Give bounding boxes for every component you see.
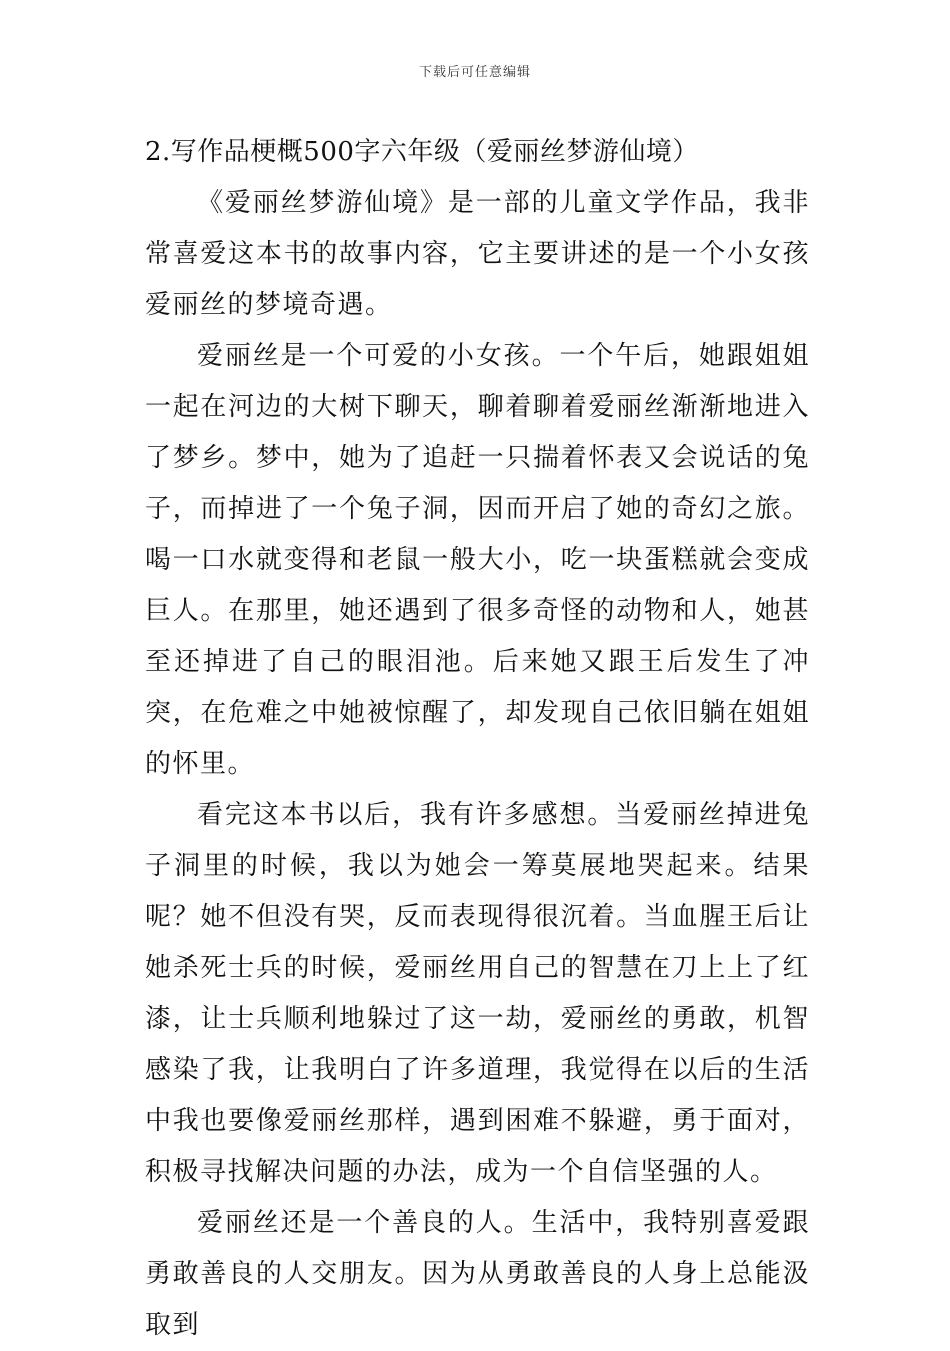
document-heading: 2.写作品梗概500字六年级（爱丽丝梦游仙境）	[145, 137, 699, 167]
document-body	[145, 127, 810, 1351]
page-header: 下载后可任意编辑	[418, 65, 531, 80]
paragraph-reflection: 看完这本书以后，我有许多感想。当爱丽丝掉进兔子洞里的时候，我以为她会一筹莫展地哭起来。结果呢？她不但没有哭，反而表现得很沉着。当血腥王后让她杀死士兵的时候，爱丽丝用自己的智慧在刀上上了红漆，让士兵顺利地躲过了这一劫，爱丽丝的勇敢，机智感染了我，让我明白了许多道理，我觉得在以后的生活中我也要像爱丽丝那样，遇到困难不躲避，勇于面对，积极寻找解决问题的办法，成为一个自信坚强的人。	[145, 800, 810, 1187]
paragraph-intro: 《爱丽丝梦游仙境》是一部的儿童文学作品，我非常喜爱这本书的故事内容，它主要讲述的是一个小女孩爱丽丝的梦境奇遇。	[145, 188, 810, 320]
paragraph-plot: 爱丽丝是一个可爱的小女孩。一个午后，她跟姐姐一起在河边的大树下聊天，聊着聊着爱丽丝渐渐地进入了梦乡。梦中，她为了追赶一只揣着怀表又会说话的兔子，而掉进了一个兔子洞，因而开启了她的奇幻之旅。喝一口水就变得和老鼠一般大小，吃一块蛋糕就会变成巨人。在那里，她还遇到了很多奇怪的动物和人，她甚至还掉进了自己的眼泪池。后来她又跟王后发生了冲突，在危难之中她被惊醒了，却发现自己依旧躺在姐姐的怀里。	[145, 341, 810, 779]
paragraph-kindness: 爱丽丝还是一个善良的人。生活中，我特别喜爱跟勇敢善良的人交朋友。因为从勇敢善良的人身上总能汲取到	[145, 1208, 810, 1340]
